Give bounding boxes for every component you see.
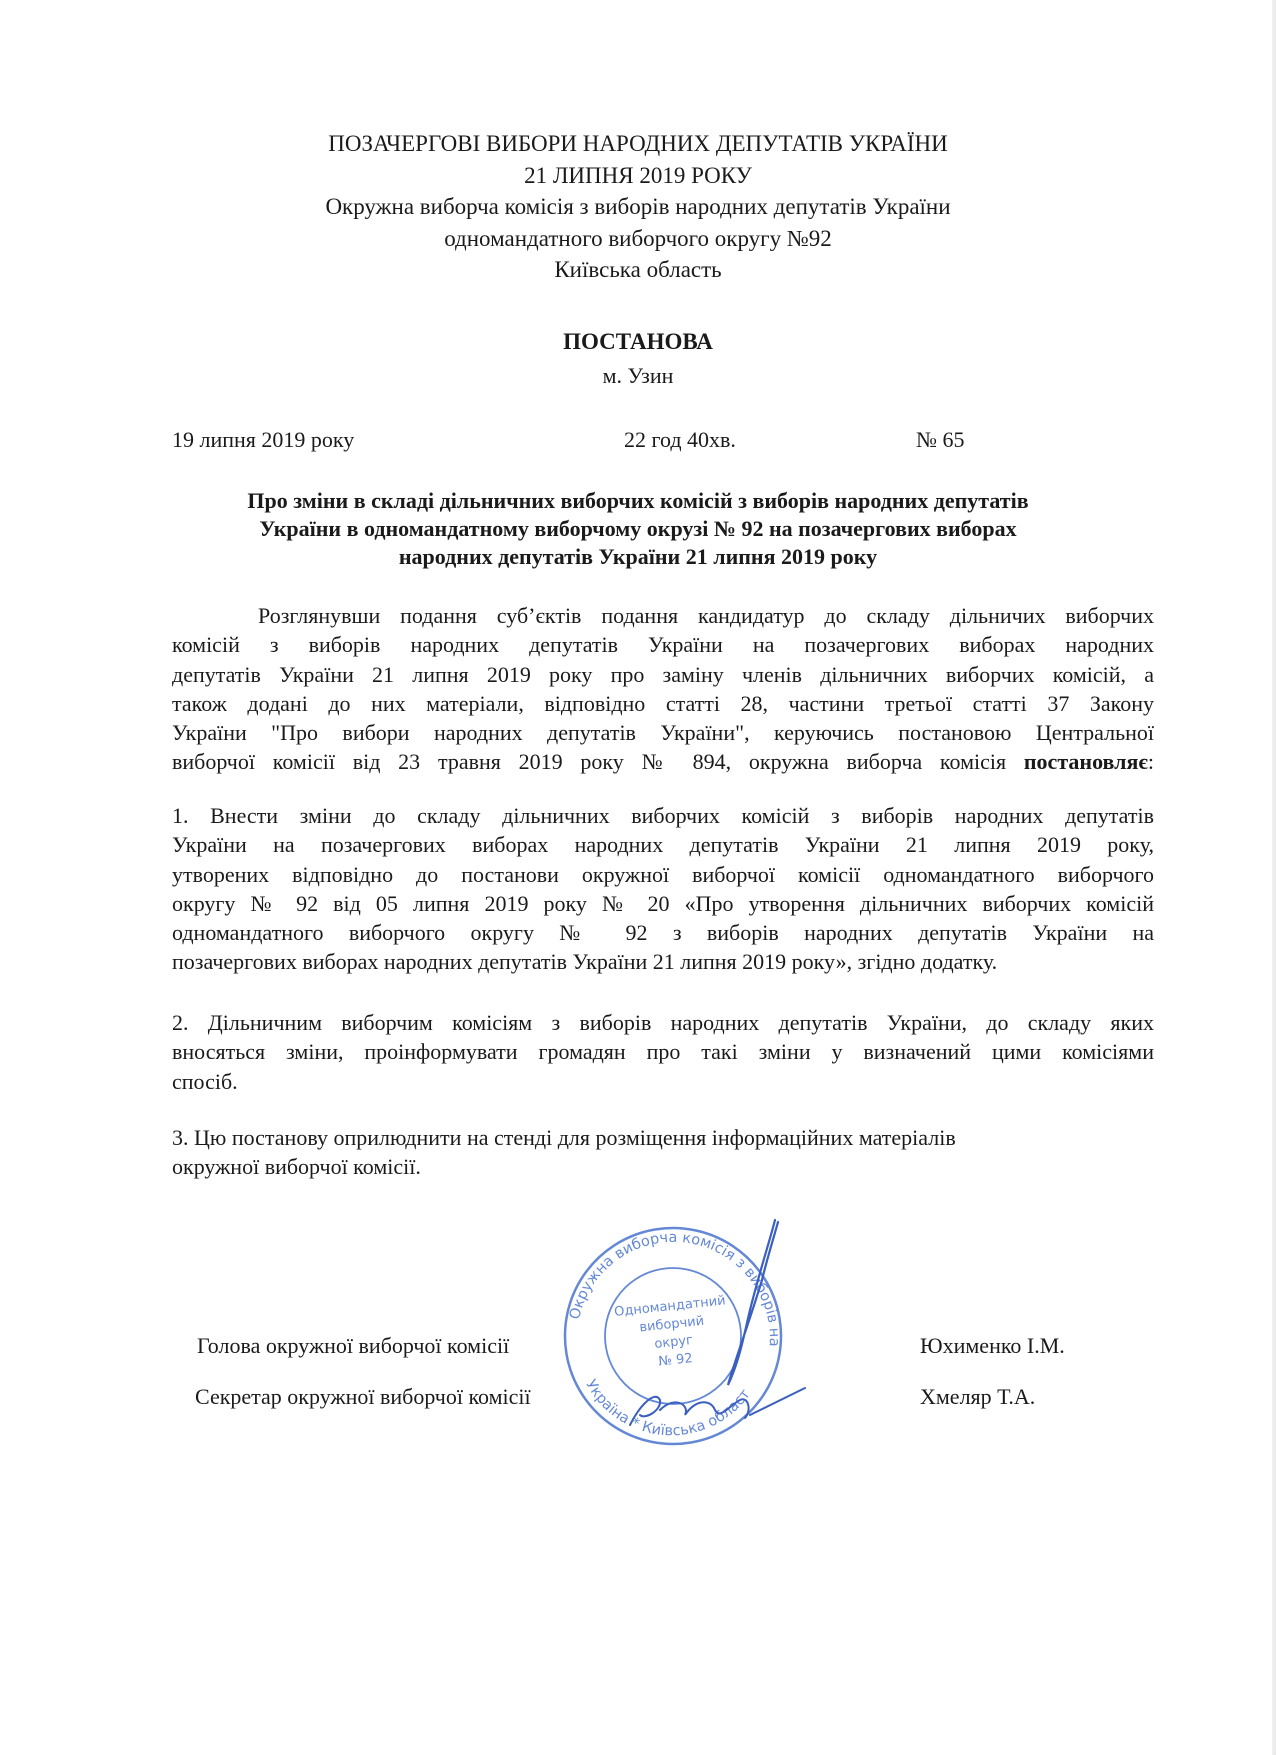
resolution-item-3 xyxy=(172,1123,1154,1182)
item-line: спосіб. xyxy=(172,1068,238,1094)
resolution-item-1 xyxy=(172,801,1154,977)
header-line-commission: Окружна виборча комісія з виборів народних депутатів України xyxy=(325,194,951,219)
seal-inner-line: № 92 xyxy=(657,1351,694,1370)
item-line: вносяться зміни, проінформувати громадян про такі зміни у визначений цими комісіями xyxy=(172,1039,1154,1065)
subject-line: Про зміни в складі дільничних виборчих комісій з виборів народних депутатів xyxy=(247,488,1029,513)
item-line: одномандатного виборчого округу № 92 з виборів народних депутатів України на xyxy=(172,920,1154,946)
seal-outer-text-bottom: Україна * Київська область xyxy=(582,1377,754,1440)
item-line: України на позачергових виборах народних депутатів України 21 липня 2019 року, xyxy=(172,832,1154,858)
resolves-word: постановляє xyxy=(1023,749,1148,775)
header-line-election: ПОЗАЧЕРГОВІ ВИБОРИ НАРОДНИХ ДЕПУТАТІВ УКРАЇНИ xyxy=(328,131,948,156)
item-line: окружної виборчої комісії. xyxy=(172,1154,421,1180)
intro-line: депутатів України 21 липня 2019 року про заміну членів дільничних виборчих комісій, а xyxy=(172,661,1154,687)
intro-line: України "Про вибори народних депутатів України", керуючись постановою Центральної xyxy=(172,720,1154,746)
item-line: позачергових виборах народних депутатів України 21 липня 2019 року», згідно додатку. xyxy=(172,949,998,975)
intro-last-line xyxy=(172,747,1154,776)
header-line-date: 21 ЛИПНЯ 2019 РОКУ xyxy=(524,162,752,188)
document-type: ПОСТАНОВА xyxy=(563,329,713,354)
document-time: 22 год 40хв. xyxy=(624,427,736,452)
secretary-title: Секретар окружної виборчої комісії xyxy=(195,1384,531,1409)
document-header xyxy=(0,128,1276,286)
header-line-district: одномандатного виборчого округу №92 xyxy=(444,225,832,251)
item-line: округу № 92 від 05 липня 2019 року № 20 «Про утворення дільничних виборчих комісій xyxy=(172,890,1154,916)
chair-name: Юхименко І.М. xyxy=(920,1333,1065,1358)
seal-inner-line: округ xyxy=(653,1332,694,1352)
secretary-signature xyxy=(630,1388,805,1425)
item-line: 1. Внести зміни до складу дільничних виборчих комісій з виборів народних депутатів xyxy=(172,803,1154,828)
item-line: 3. Цю постанову оприлюднити на стенді для розміщення інформаційних матеріалів xyxy=(172,1125,956,1150)
document-subject xyxy=(150,487,1126,571)
seal-inner-line: Одномандатний xyxy=(613,1293,727,1320)
chair-signature xyxy=(728,1220,778,1385)
subject-line: народних депутатів України 21 липня 2019 року xyxy=(398,544,878,569)
intro-line: також додані до них матеріали, відповідно статті 28, частини третьої статті 37 Закону xyxy=(172,690,1154,716)
intro-last-prefix: виборчої комісії від 23 травня 2019 року № 894, окружна виборча комісія xyxy=(172,749,1024,775)
intro-line: комісій з виборів народних депутатів України на позачергових виборах народних xyxy=(172,632,1154,658)
seal-inner-line: виборчий xyxy=(638,1313,705,1336)
intro-paragraph xyxy=(172,601,1154,777)
intro-last-suffix: : xyxy=(1147,749,1154,775)
subject-line: України в одномандатному виборчому окрузі № 92 на позачергових виборах xyxy=(259,516,1017,541)
document-place: м. Узин xyxy=(602,363,674,388)
chair-title: Голова окружної виборчої комісії xyxy=(197,1333,510,1358)
header-line-region: Київська область xyxy=(554,257,722,282)
intro-line: Розглянувши подання суб’єктів подання кандидатур до складу дільничих виборчих xyxy=(258,603,1154,628)
document-date: 19 липня 2019 року xyxy=(172,427,355,452)
seal-outer-text-top: Окружна виборча комісія з виборів народних xyxy=(567,1229,782,1347)
document-number: № 65 xyxy=(916,427,965,452)
secretary-name: Хмеляр Т.А. xyxy=(920,1384,1036,1409)
item-line: утворених відповідно до постанови окружної виборчої комісії одномандатного виборчого xyxy=(172,861,1154,887)
handwritten-signatures xyxy=(600,1210,810,1440)
item-line: 2. Дільничним виборчим комісіям з виборів народних депутатів України, до складу яких xyxy=(172,1010,1154,1035)
resolution-item-2 xyxy=(172,1008,1154,1096)
